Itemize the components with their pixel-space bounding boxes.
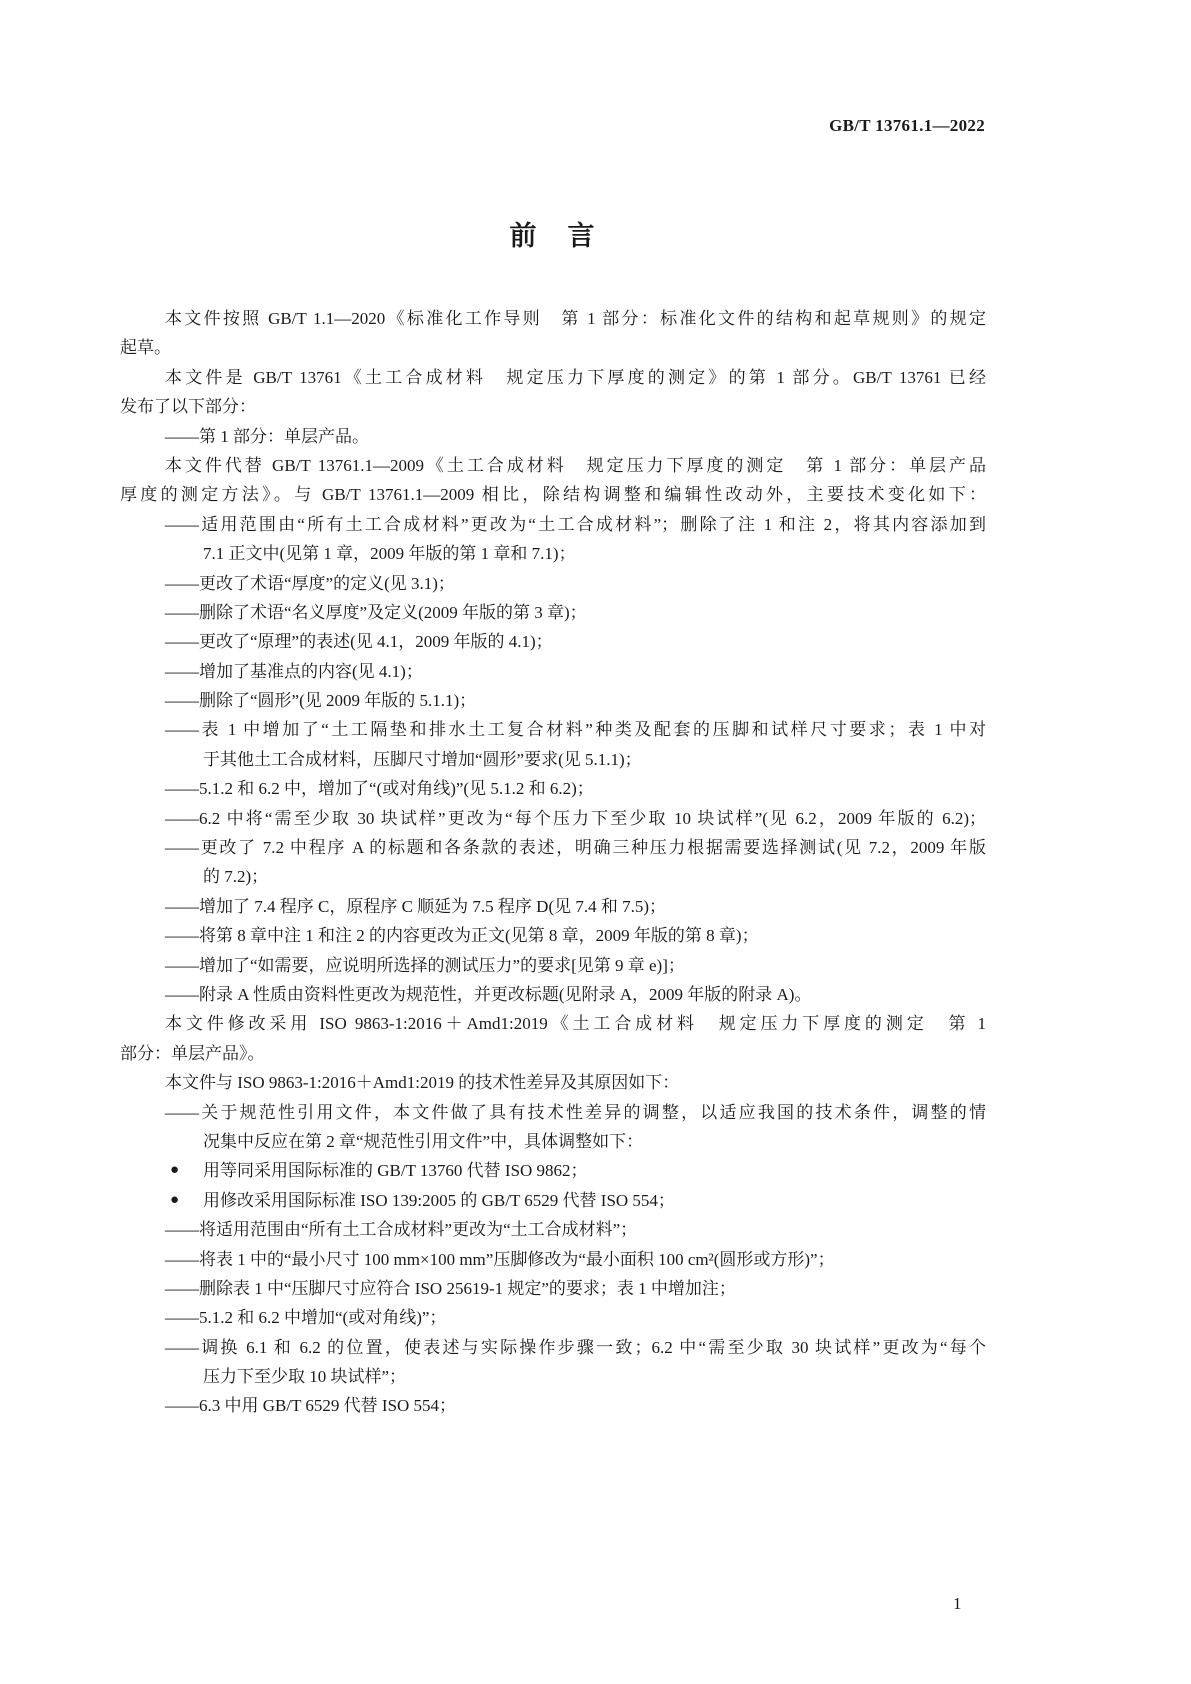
line-text: 本文件修改采用 ISO 9863-1:2016＋Amd1:2019《土工合成材料 规定压力下厚度的测定 第 1 (165, 1014, 986, 1034)
line-text: ——删除了“圆形”(见 2009 年版的 5.1.1)； (165, 691, 477, 711)
paragraph-line (120, 1009, 986, 1038)
dash-list-line (120, 980, 986, 1009)
bullet-item (120, 1186, 986, 1215)
bullet-icon: ● (170, 1162, 180, 1179)
dash-list-line (120, 921, 986, 950)
dash-list-line (120, 1245, 986, 1274)
paragraph-line (120, 1068, 986, 1097)
dash-list-line (120, 745, 986, 774)
dash-list-line (120, 1215, 986, 1244)
dash-list-line (120, 951, 986, 980)
line-text: ——适用范围由“所有土工合成材料”更改为“土工合成材料”；删除了注 1 和注 2，将其内容添加到 (165, 514, 986, 534)
dash-list-line (120, 510, 986, 539)
dash-list-line (120, 715, 986, 744)
line-text: 本文件代替 GB/T 13761.1—2009《土工合成材料 规定压力下厚度的测定 第 1 部分：单层产品 (165, 455, 986, 475)
line-text: ——增加了“如需要，应说明所选择的测试压力”的要求[见第 9 章 e)]； (165, 955, 685, 975)
standard-code-header: GB/T 13761.1—2022 (829, 116, 985, 135)
line-text: 用等同采用国际标准的 GB/T 13760 代替 ISO 9862； (203, 1161, 588, 1181)
paragraph-line (120, 392, 986, 421)
line-text: 发布了以下部分： (120, 397, 256, 417)
line-text: ——更改了 7.2 中程序 A 的标题和各条款的表述，明确三种压力根据需要选择测试(见 7.2，2009 年版 (165, 838, 986, 858)
dash-list-line (120, 1127, 986, 1156)
paragraph-line (120, 480, 986, 509)
line-text: ——关于规范性引用文件，本文件做了具有技术性差异的调整，以适应我国的技术条件，调整的情 (165, 1102, 986, 1122)
line-text: ——附录 A 性质由资料性更改为规范性，并更改标题(见附录 A，2009 年版的附录 A)。 (165, 984, 812, 1004)
line-text: 况集中反应在第 2 章“规范性引用文件”中，具体调整如下： (203, 1131, 644, 1151)
line-text: 部分：单层产品》。 (120, 1043, 265, 1063)
line-text: ——删除了术语“名义厚度”及定义(2009 年版的第 3 章)； (165, 602, 587, 622)
line-text: ——更改了术语“厚度”的定义(见 3.1)； (165, 573, 455, 593)
paragraph-line (120, 363, 986, 392)
paragraph-line (120, 1039, 986, 1068)
line-text: 本文件按照 GB/T 1.1—2020《标准化工作导则 第 1 部分：标准化文件的结构和起草规则》的规定 (165, 309, 986, 328)
dash-list-line (120, 1303, 986, 1332)
line-text: ——表 1 中增加了“土工隔垫和排水土工复合材料”种类及配套的压脚和试样尺寸要求；表 1 中对 (165, 720, 986, 740)
line-text: ——增加了基准点的内容(见 4.1)； (165, 661, 423, 681)
dash-list-line (120, 422, 986, 451)
line-text: 本文件与 ISO 9863-1:2016＋Amd1:2019 的技术性差异及其原因如下： (165, 1073, 680, 1093)
dash-list-line (120, 804, 986, 833)
dash-list-line (120, 1274, 986, 1303)
line-text: 压力下至少取 10 块试样”； (203, 1367, 407, 1387)
dash-list-line (120, 892, 986, 921)
line-text: 起草。 (120, 338, 171, 358)
line-text: 7.1 正文中(见第 1 章，2009 年版的第 1 章和 7.1)； (203, 544, 576, 564)
line-text: ——将适用范围由“所有土工合成材料”更改为“土工合成材料”； (165, 1220, 638, 1240)
line-text: 本文件是 GB/T 13761《土工合成材料 规定压力下厚度的测定》的第 1 部分。GB/T 13761 已经 (165, 367, 986, 387)
line-text: ——6.2 中将“需至少取 30 块试样”更改为“每个压力下至少取 10 块试样”(见 6.2，2009 年版的 6.2)； (165, 808, 986, 828)
dash-list-line (120, 862, 986, 891)
paragraph-line (120, 304, 986, 333)
paragraph-line (120, 451, 986, 480)
dash-list-line (120, 686, 986, 715)
line-text: ——调换 6.1 和 6.2 的位置，使表述与实际操作步骤一致；6.2 中“需至少取 30 块试样”更改为“每个 (165, 1337, 986, 1357)
line-text: ——删除表 1 中“压脚尺寸应符合 ISO 25619-1 规定”的要求；表 1 中增加注； (165, 1278, 736, 1298)
line-text: ——将表 1 中的“最小尺寸 100 mm×100 mm”压脚修改为“最小面积 100 cm²(圆形或方形)”； (165, 1249, 835, 1269)
dash-list-line (120, 1333, 986, 1362)
dash-list-line (120, 539, 986, 568)
line-text: 用修改采用国际标准 ISO 139:2005 的 GB/T 6529 代替 ISO 554； (203, 1190, 675, 1210)
dash-list-line (120, 1098, 986, 1127)
line-text: ——5.1.2 和 6.2 中增加“(或对角线)”； (165, 1308, 447, 1328)
page-title: 前 言 (509, 221, 597, 251)
line-text: ——5.1.2 和 6.2 中，增加了“(或对角线)”(见 5.1.2 和 6.2)； (165, 779, 594, 799)
line-text: ——第 1 部分：单层产品。 (165, 426, 369, 446)
line-text: 的 7.2)； (203, 867, 269, 887)
line-text: ——增加了 7.4 程序 C，原程序 C 顺延为 7.5 程序 D(见 7.4 和 7.5)； (165, 896, 667, 916)
line-text: 于其他土工合成材料，压脚尺寸增加“圆形”要求(见 5.1.1)； (203, 749, 642, 769)
dash-list-line (120, 657, 986, 686)
paragraph-line (120, 333, 986, 362)
dash-list-line (120, 1391, 986, 1420)
dash-list-line (120, 774, 986, 803)
dash-list-line (120, 598, 986, 627)
line-text: ——将第 8 章中注 1 和注 2 的内容更改为正文(见第 8 章，2009 年版的第 8 章)； (165, 926, 759, 946)
dash-list-line (120, 569, 986, 598)
bullet-item (120, 1156, 986, 1185)
line-text: ——6.3 中用 GB/T 6529 代替 ISO 554； (165, 1396, 457, 1416)
document-body (120, 304, 986, 1421)
line-text: 厚度的测定方法》。与 GB/T 13761.1—2009 相比，除结构调整和编辑性改动外，主要技术变化如下： (120, 485, 986, 505)
dash-list-line (120, 833, 986, 862)
line-text: ——更改了“原理”的表述(见 4.1，2009 年版的 4.1)； (165, 632, 553, 652)
dash-list-line (120, 1362, 986, 1391)
page-number: 1 (953, 1594, 962, 1613)
dash-list-line (120, 627, 986, 656)
bullet-icon: ● (170, 1191, 180, 1208)
